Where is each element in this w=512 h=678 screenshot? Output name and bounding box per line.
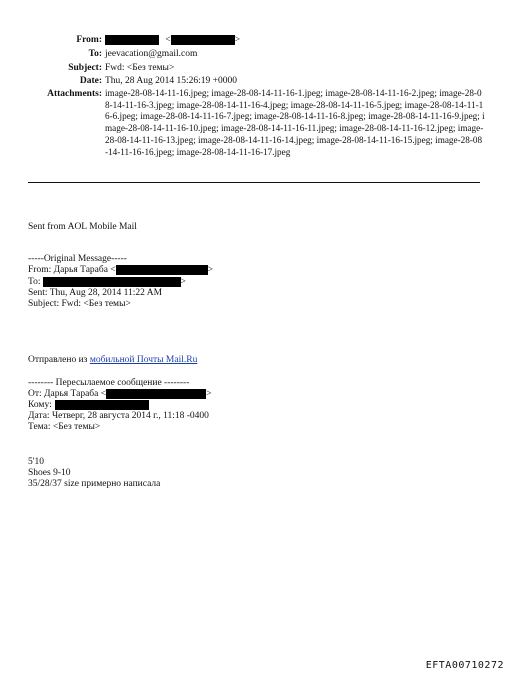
message-shoes-line: Shoes 9-10	[28, 468, 71, 478]
forwarded-from-text: От: Дарья Тараба <	[28, 389, 107, 400]
header-divider	[28, 182, 480, 183]
message-size-line: 35/28/37 size примерно написала	[28, 479, 161, 489]
original-sent-line: Sent: Thu, Aug 28, 2014 11:22 AM	[28, 288, 163, 298]
original-to-line	[28, 277, 186, 288]
mailru-link[interactable]: мобильной Почты Mail.Ru	[89, 355, 198, 365]
mailru-signature-line	[28, 355, 197, 366]
message-height-line: 5'10	[28, 457, 44, 467]
original-message-separator: -----Original Message-----	[28, 254, 127, 264]
subject-label: Subject:	[68, 63, 102, 73]
mailru-prefix: Отправлено из	[28, 355, 90, 365]
forwarded-date-line: Дата: Четверг, 28 августа 2014 г., 11:18 -0400	[28, 411, 209, 421]
from-label: From:	[76, 35, 102, 45]
to-label: To:	[88, 49, 102, 59]
date-label: Date:	[79, 76, 102, 86]
sent-from-line: Sent from AOL Mobile Mail	[28, 222, 137, 232]
date-value: Thu, 28 Aug 2014 15:26:19 +0000	[105, 76, 238, 86]
redaction-block	[171, 35, 235, 45]
forwarded-from-line	[28, 389, 211, 400]
from-suffix: >	[234, 35, 241, 45]
original-from-suffix: >	[207, 265, 214, 276]
forwarded-message-separator: -------- Пересылаемое сообщение --------	[28, 378, 190, 388]
redaction-block	[106, 389, 206, 399]
original-from-text: From: Дарья Тараба <	[28, 265, 116, 276]
from-value: < >	[105, 34, 240, 46]
subject-value: Fwd: <Без темы>	[105, 63, 175, 73]
document-id: EFTA00710272	[425, 660, 504, 671]
original-from-line	[28, 265, 213, 276]
redaction-block	[105, 35, 159, 45]
redaction-block	[55, 400, 149, 410]
original-to-suffix: >	[180, 277, 186, 288]
to-value: jeevacation@gmail.com	[105, 49, 198, 59]
forwarded-to-line	[28, 400, 149, 411]
forwarded-subject-line: Тема: <Без темы>	[28, 422, 101, 432]
original-to-text: To:	[28, 277, 41, 288]
attachments-list: image-28-08-14-11-16.jpeg; image-28-08-14-11-16-1.jpeg; image-28-08-14-11-16-2.jpeg; image-28-08-14-11-16-3.jpeg; image-28-08-14-11-16-4.jpeg; image-28-08-14-11-16-5.jpeg; image-28-08-14-11-16-6.jpeg; image-28-08-14-11-16-7.jpeg; image-28-08-14-11-16-8.jpeg; image-28-08-14-11-16-9.jpeg; image-28-08-14-11-16-10.jpeg; image-28-08-14-11-16-11.jpeg; image-28-08-14-11-16-12.jpeg; image-28-08-14-11-16-13.jpeg; image-28-08-14-11-16-14.jpeg; image-28-08-14-11-16-15.jpeg; image-28-08-14-11-16-16.jpeg; image-28-08-14-11-16-17.jpeg	[105, 88, 485, 157]
attachments-label: Attachments:	[47, 89, 102, 99]
redaction-block	[116, 265, 208, 275]
redaction-block	[43, 277, 181, 287]
original-subject-line: Subject: Fwd: <Без темы>	[28, 299, 131, 309]
forwarded-from-suffix: >	[206, 389, 212, 400]
forwarded-to-text: Кому:	[28, 400, 52, 411]
